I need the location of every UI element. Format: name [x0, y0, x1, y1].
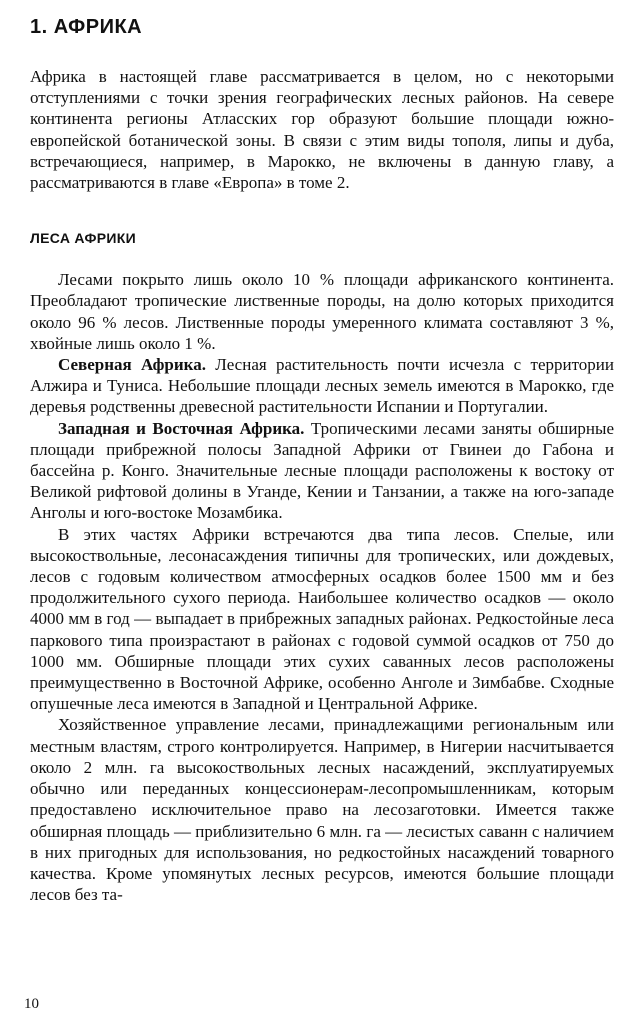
run-in-heading: Северная Африка.	[58, 355, 206, 375]
section-body	[30, 269, 614, 905]
intro-paragraph: Африка в настоящей главе рассматривается в целом, но с некоторыми отступлениями с точки зрения географических лесных районов. На севере континента регионы Атласских гор образуют большие площади южно-европейской ботанической зоны. В связи с этим виды тополя, липы и дуба, встречающиеся, например, в Марокко, не включены в данную главу, а рассматриваются в главе «Европа» в томе 2.	[30, 67, 614, 193]
section-title: ЛЕСА АФРИКИ	[30, 230, 136, 247]
paragraph-west-east-africa	[30, 418, 614, 524]
page-number: 10	[24, 996, 39, 1012]
paragraph-text: Хозяйственное управление лесами, принадлежащими региональным или местным властям, строго контролируется. Например, в Нигерии насчитывается около 2 млн. га высокоствольных лесных насаждений, эксплуатируемых обычно или переданных концессионерам-лесопромышленникам, которым предоставлено исключительное право на лесозаготовки. Имеется также обширная площадь — приблизительно 6 млн. га — лесистых саванн с наличием в них пригодных для использования, но редкостойных насаждений товарного качества. Кроме упомянутых лесных ресурсов, имеются большие площади лесов без та-	[30, 715, 614, 905]
paragraph-text: Лесами покрыто лишь около 10 % площади африканского континента. Преобладают тропические лиственные породы, на долю которых приходится около 96 % лесов. Лиственные породы умеренного климата составляют 3 %, хвойные лишь около 1 %.	[30, 270, 614, 353]
paragraph-forest-cover	[30, 269, 614, 354]
paragraph-text: В этих частях Африки встречаются два типа лесов. Спелые, или высокоствольные, лесонасаждения типичны для тропических, или дождевых, лесов с годовым количеством атмосферных осадков более 1500 мм и без продолжительного сухого периода. Наибольшее количество осадков — около 4000 мм в год — выпадает в прибрежных западных районах. Редкостойные леса паркового типа произрастают в районах с годовой суммой осадков от 750 до 1000 мм. Обширные площади этих сухих саванных лесов расположены преимущественно в Восточной Африке, особенно Анголе и Зимбабве. Сходные опушечные леса имеются в Западной и Центральной Африке.	[30, 524, 614, 714]
run-in-heading: Западная и Восточная Африка.	[58, 418, 305, 438]
paragraph-forest-management	[30, 714, 614, 905]
paragraph-forest-types	[30, 524, 614, 715]
paragraph-text: Лесная растительность почти исчезла с территории Алжира и Туниса. Небольшие площади лесных земель имеются в Марокко, где деревья родственны древесной растительности Испании и Португалии.	[30, 355, 614, 417]
chapter-title: 1. АФРИКА	[30, 16, 143, 38]
paragraph-text: Тропическими лесами заняты обширные площади прибрежной полосы Западной Африки от Гвинеи до Габона и бассейна р. Конго. Значительные лесные площади расположены к востоку от Великой рифтовой долины в Уганде, Кении и Танзании, а также на юго-западе Анголы и юго-востоке Мозамбика.	[30, 418, 615, 523]
paragraph-north-africa	[30, 354, 614, 418]
intro-block	[30, 66, 614, 193]
